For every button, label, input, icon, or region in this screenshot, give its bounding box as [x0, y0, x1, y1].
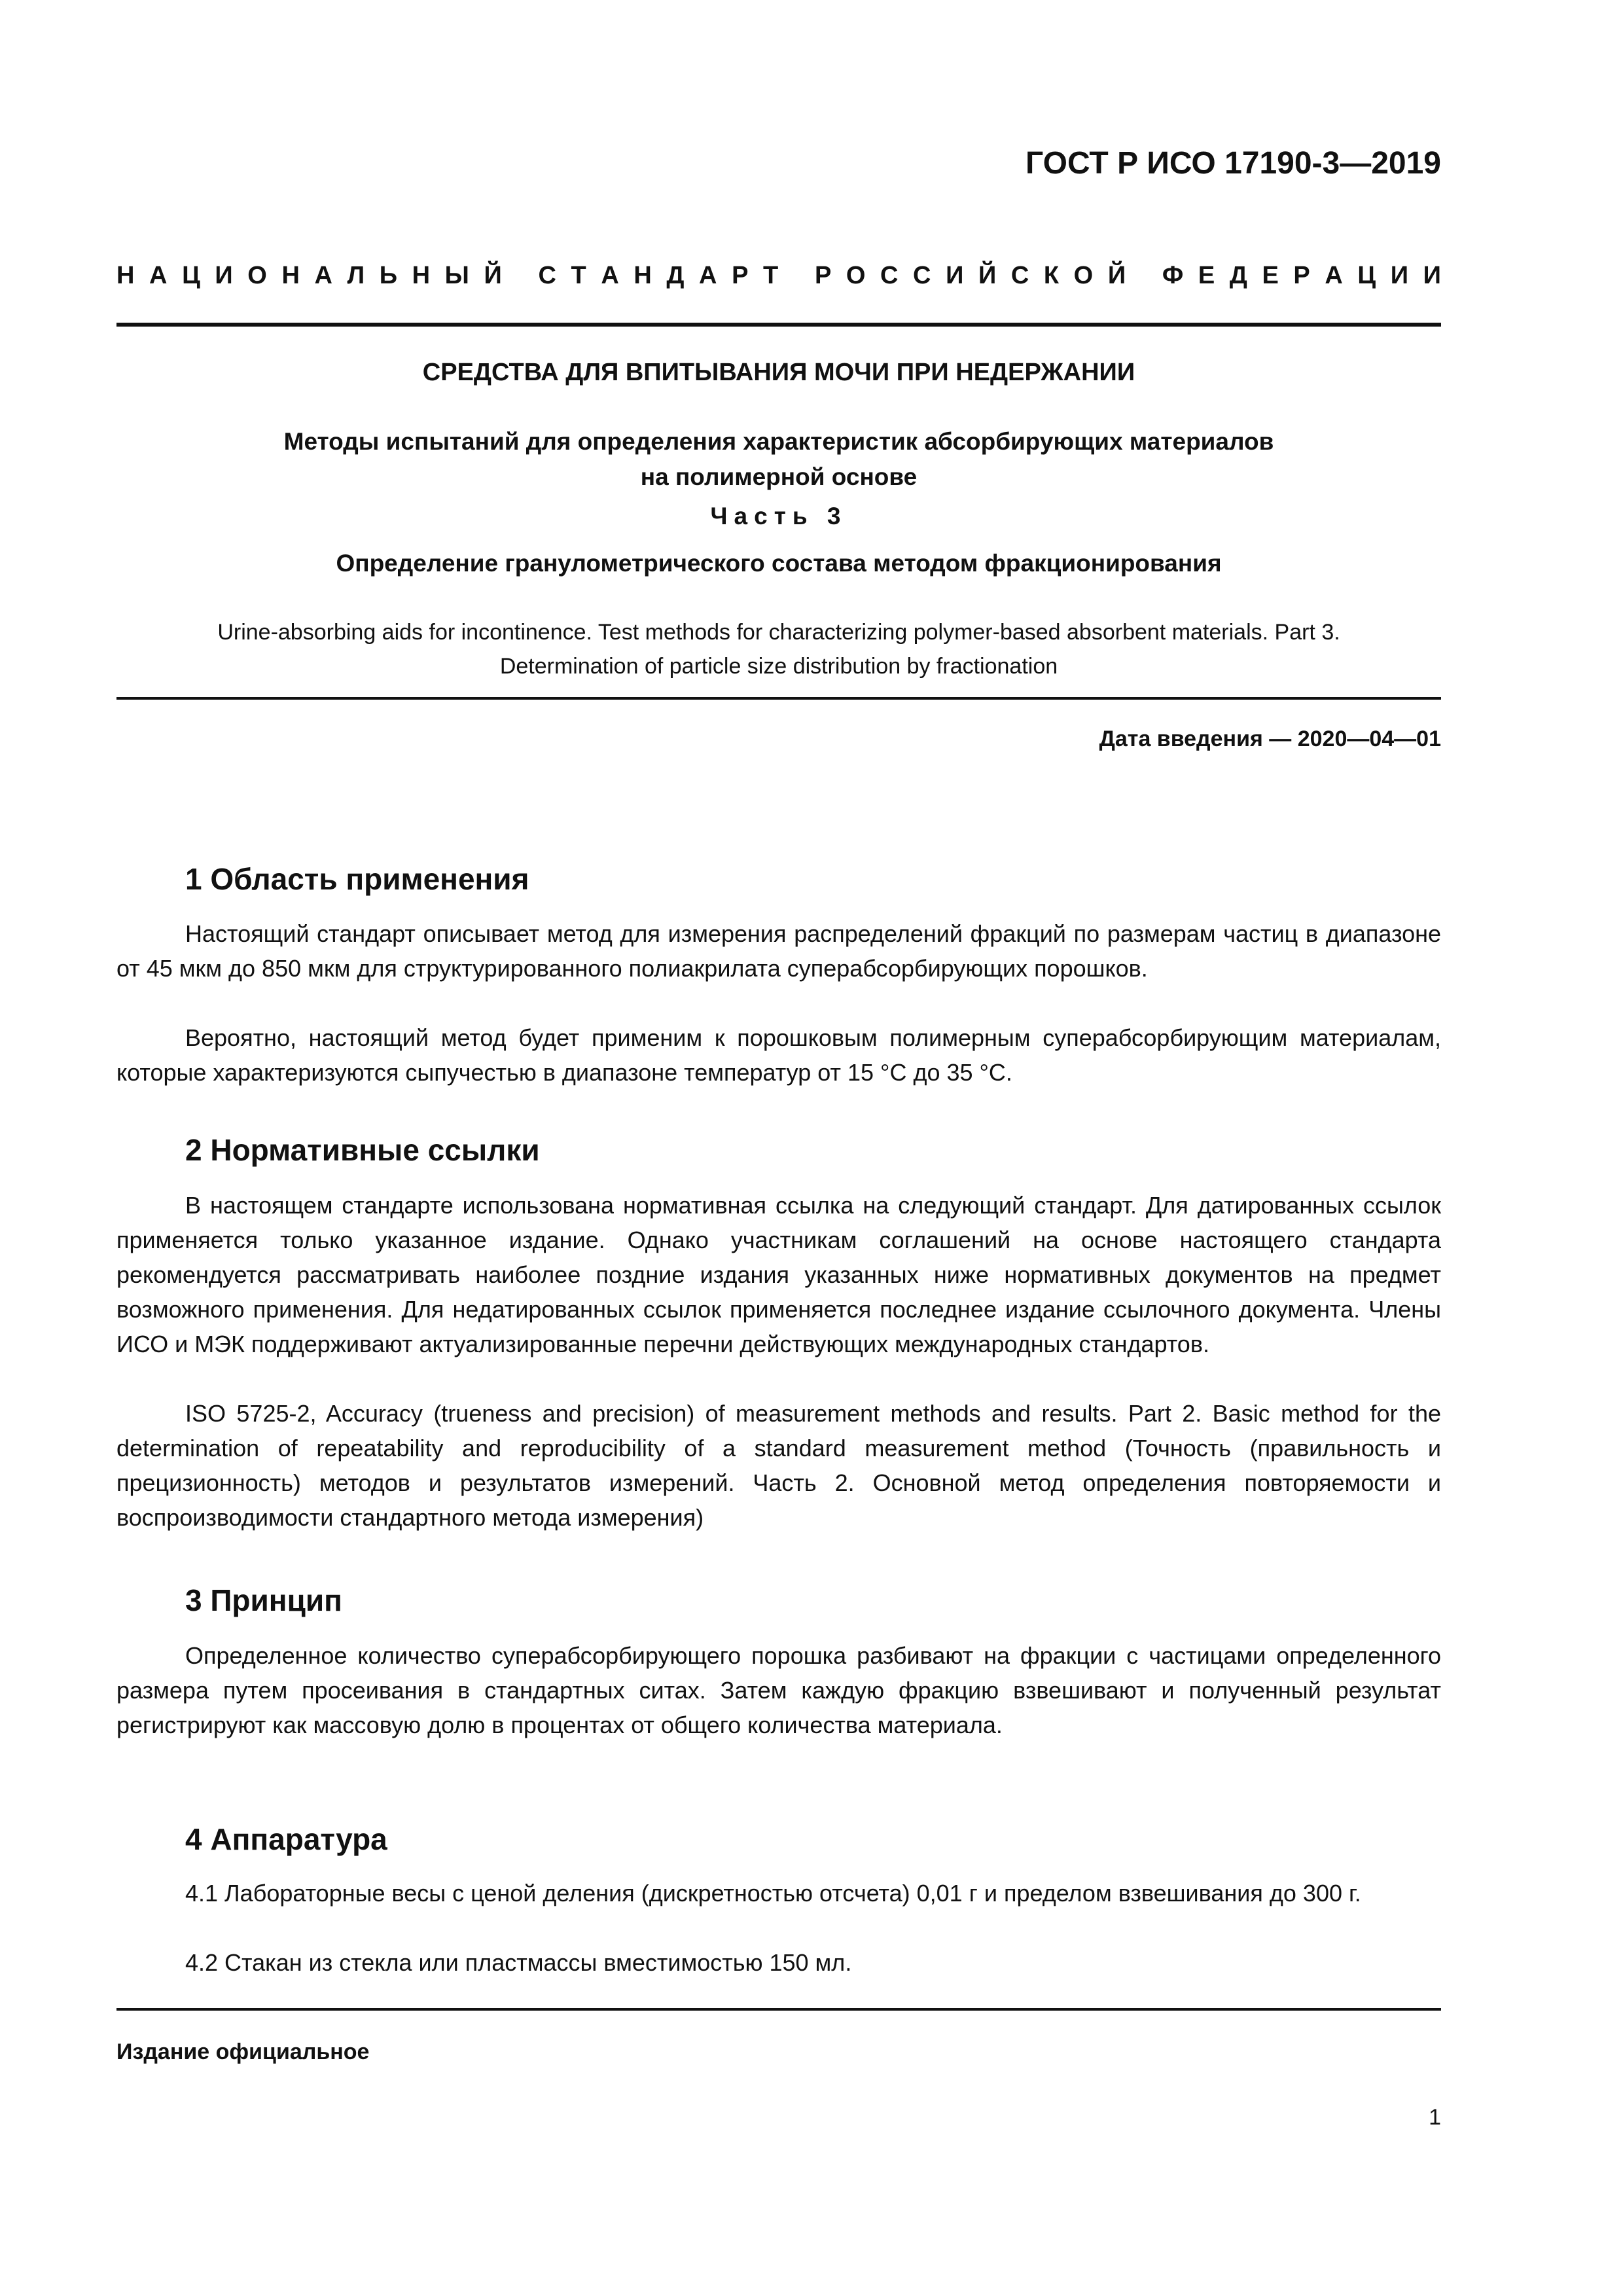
national-standard-letter: С: [880, 262, 899, 289]
national-standard-letter: Ы: [444, 262, 469, 289]
national-standard-letter: С: [1010, 262, 1029, 289]
national-standard-letter: И: [1423, 262, 1441, 289]
english-title: [116, 615, 1441, 683]
national-standard-letter: Ц: [182, 262, 200, 289]
national-standard-letter: Н: [633, 262, 652, 289]
national-standard-letter: С: [913, 262, 931, 289]
national-standard-letter: Й: [978, 262, 997, 289]
national-standard-letter: Н: [281, 262, 300, 289]
part-title: Определение гранулометрического состава методом фракционирования: [336, 550, 1222, 577]
national-standard-letter: Т: [763, 262, 779, 289]
part-label: Часть 3: [710, 503, 847, 529]
national-standard-letter: И: [946, 262, 964, 289]
national-standard-letter: Ф: [1162, 262, 1184, 289]
standard-subtitle: [116, 424, 1441, 495]
section-1-title: 1 Область применения: [185, 862, 529, 896]
section-1-paragraph-1: Настоящий стандарт описывает метод для измерения распределений фракций по размерам частиц в диапазоне от 45 мкм до 850 мкм для структурированного полиакрилата суперабсорбирующих порошков.: [116, 920, 1441, 982]
national-standard-letter: [1141, 262, 1148, 290]
national-standard-letter: [516, 262, 524, 290]
national-standard-letter: Д: [666, 262, 685, 289]
footer-rule: [116, 2008, 1441, 2011]
subtitle-line-2: на полимерной основе: [640, 463, 918, 490]
standard-title: СРЕДСТВА ДЛЯ ВПИТЫВАНИЯ МОЧИ ПРИ НЕДЕРЖАНИИ: [422, 359, 1135, 386]
title-rule: [116, 697, 1441, 700]
section-4-item-4-1: 4.1 Лабораторные весы с ценой деления (дискретностью отсчета) 0,01 г и пределом взвешивания до 300 г.: [185, 1880, 1361, 1907]
section-4-item-4-2: 4.2 Стакан из стекла или пластмассы вместимостью 150 мл.: [185, 1949, 852, 1976]
national-standard-letter: [793, 262, 800, 290]
section-4-title: 4 Аппаратура: [185, 1822, 387, 1856]
subtitle-line-1: Методы испытаний для определения характеристик абсорбирующих материалов: [283, 428, 1274, 455]
header-rule: [116, 323, 1441, 327]
page-number: 1: [1429, 2105, 1441, 2130]
national-standard-letter: Т: [571, 262, 586, 289]
national-standard-letter: Й: [1107, 262, 1126, 289]
national-standard-letter: Ь: [379, 262, 398, 289]
national-standard-letter: Н: [412, 262, 431, 289]
national-standard-letter: Р: [1293, 262, 1310, 289]
national-standard-letter: Й: [484, 262, 502, 289]
english-title-line-2: Determination of particle size distribution by fractionation: [499, 654, 1058, 679]
official-edition-label: Издание официальное: [116, 2039, 370, 2064]
document-code: ГОСТ Р ИСО 17190-3—2019: [1026, 146, 1441, 181]
section-3-paragraph-1: Определенное количество суперабсорбирующего порошка разбивают на фракции с частицами определенного размера путем просеивания в стандартных ситах. Затем каждую фракцию взвешивают и полученный результат регистрируют как массовую долю в процентах от общего количества материала.: [116, 1642, 1441, 1738]
national-standard-letter: О: [846, 262, 866, 289]
national-standard-letter: Р: [732, 262, 749, 289]
national-standard-letter: Е: [1262, 262, 1279, 289]
national-standard-heading: [116, 262, 1441, 290]
national-standard-letter: О: [1073, 262, 1094, 289]
introduction-date: Дата введения — 2020—04—01: [1099, 726, 1441, 751]
national-standard-letter: Ц: [1357, 262, 1376, 289]
section-1-paragraph-2: Вероятно, настоящий метод будет применим к порошковым полимерным суперабсорбирующим материалам, которые характеризуются сыпучестью в диапазоне температур от 15 °С до 35 °С.: [116, 1024, 1441, 1086]
national-standard-letter: И: [1390, 262, 1409, 289]
section-2-paragraph-2: ISO 5725-2, Accuracy (trueness and precision) of measurement methods and results. Part 2. Basic method for the determination of repeatability and reproducibility of a standard measurement method (Точность (правильность и прецизионность) методов и результатов измерений. Часть 2. Основной метод определения повторяемости и воспроизводимости стандартного метода измерения): [116, 1400, 1441, 1531]
national-standard-letter: А: [314, 262, 332, 289]
national-standard-letter: Д: [1229, 262, 1247, 289]
section-2-title: 2 Нормативные ссылки: [185, 1133, 540, 1167]
national-standard-letter: Н: [116, 262, 135, 289]
national-standard-letter: А: [149, 262, 168, 289]
english-title-line-1: Urine-absorbing aids for incontinence. Test methods for characterizing polymer-based absorbent materials. Part 3.: [217, 620, 1340, 645]
national-standard-letter: И: [215, 262, 233, 289]
national-standard-letter: А: [1325, 262, 1343, 289]
national-standard-letter: Л: [347, 262, 365, 289]
national-standard-letter: О: [247, 262, 267, 289]
section-2-paragraph-1: В настоящем стандарте использована нормативная ссылка на следующий стандарт. Для датированных ссылок применяется только указанное издание. Однако участникам соглашений на основе настоящего стандарта рекомендуется рассматривать наиболее поздние издания указанных ниже нормативных документов на предмет возможного применения. Для недатированных ссылок применяется последнее издание ссылочного документа. Члены ИСО и МЭК поддерживают актуализированные перечни действующих международных стандартов.: [116, 1192, 1441, 1357]
national-standard-letter: К: [1043, 262, 1060, 289]
national-standard-letter: А: [699, 262, 717, 289]
national-standard-letter: Е: [1198, 262, 1215, 289]
national-standard-letter: А: [601, 262, 619, 289]
section-3-title: 3 Принцип: [185, 1583, 342, 1617]
national-standard-letter: С: [538, 262, 556, 289]
national-standard-letter: Р: [814, 262, 832, 289]
